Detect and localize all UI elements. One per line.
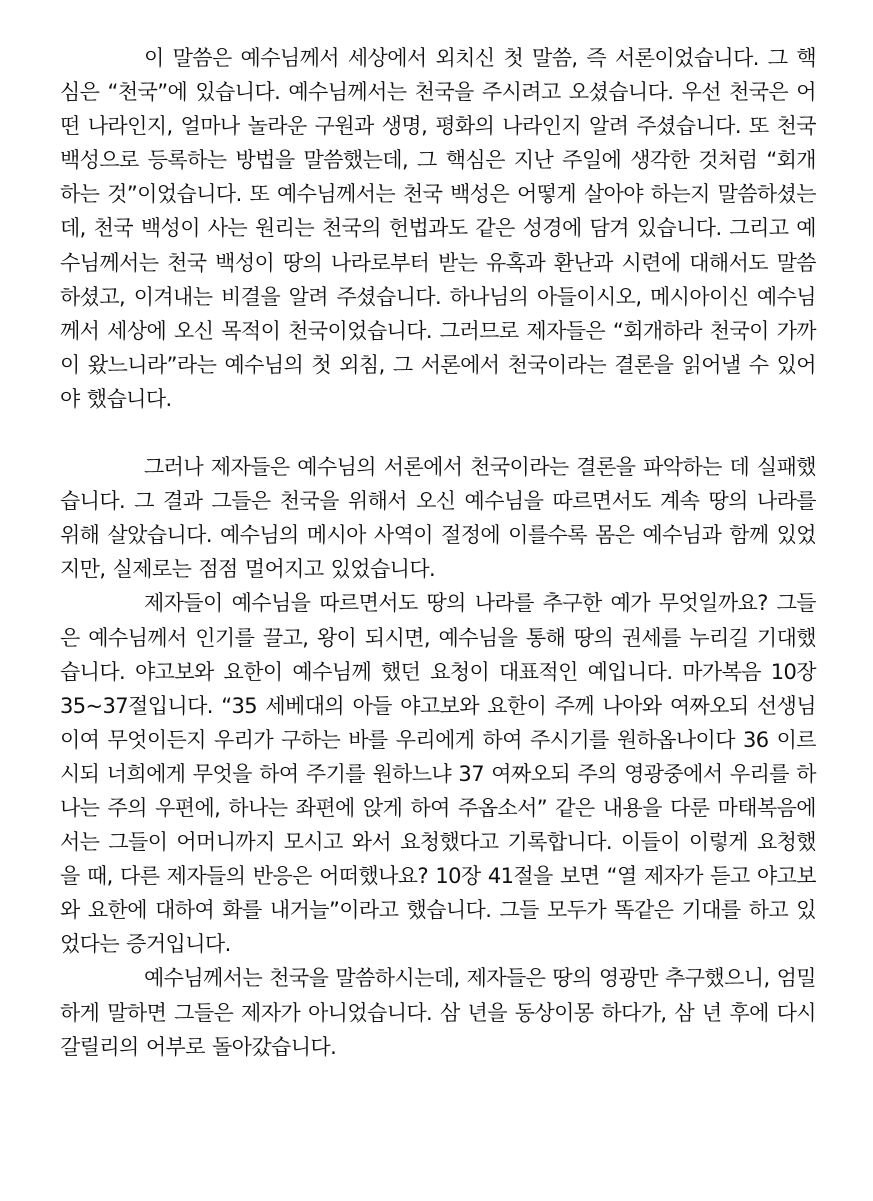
paragraph-gap — [60, 416, 816, 450]
paragraph-2: 그러나 제자들은 예수님의 서론에서 천국이라는 결론을 파악하는 데 실패했습니다. 그 결과 그들은 천국을 위해서 오신 예수님을 따르면서도 계속 땅의 나라를 위해 살았습니다. 예수님의 메시아 사역이 절정에 이를수록 몸은 예수님과 함께 있었지만, 실제로는 점점 멀어지고 있었습니다. — [60, 455, 816, 582]
paragraph-4: 예수님께서는 천국을 말씀하시는데, 제자들은 땅의 영광만 추구했으니, 엄밀하게 말하면 그들은 제자가 아니었습니다. 삼 년을 동상이몽 하다가, 삼 년 후에 다시 갈릴리의 어부로 돌아갔습니다. — [60, 966, 816, 1059]
paragraph-1: 이 말씀은 예수님께서 세상에서 외치신 첫 말씀, 즉 서론이었습니다. 그 핵심은 “천국”에 있습니다. 예수님께서는 천국을 주시려고 오셨습니다. 우선 천국은 어떤 나라인지, 얼마나 놀라운 구원과 생명, 평화의 나라인지 알려 주셨습니다. 또 천국 백성으로 등록하는 방법을 말씀했는데, 그 핵심은 지난 주일에 생각한 것처럼 “회개하는 것”이었습니다. 또 예수님께서는 천국 백성은 어떻게 살아야 하는지 말씀하셨는데, 천국 백성이 사는 원리는 천국의 헌법과도 같은 성경에 담겨 있습니다. 그리고 예수님께서는 천국 백성이 땅의 나라로부터 받는 유혹과 환난과 시련에 대해서도 말씀하셨고, 이겨내는 비결을 알려 주셨습니다. 하나님의 아들이시오, 메시아이신 예수님께서 세상에 오신 목적이 천국이었습니다. 그러므로 제자들은 “회개하라 천국이 가까이 왔느니라”라는 예수님의 첫 외침, 그 서론에서 천국이라는 결론을 읽어낼 수 있어야 했습니다. — [60, 46, 816, 411]
document-body — [60, 41, 816, 1064]
paragraph-3: 제자들이 예수님을 따르면서도 땅의 나라를 추구한 예가 무엇일까요? 그들은 예수님께서 인기를 끌고, 왕이 되시면, 예수님을 통해 땅의 권세를 누리길 기대했습니다. 야고보와 요한이 예수님께 했던 요청이 대표적인 예입니다. 마가복음 10장 35~37절입니다. “35 세베대의 아들 야고보와 요한이 주께 나아와 여짜오되 선생님이여 무엇이든지 우리가 구하는 바를 우리에게 하여 주시기를 원하옵나이다 36 이르시되 너희에게 무엇을 하여 주기를 원하느냐 37 여짜오되 주의 영광중에서 우리를 하나는 주의 우편에, 하나는 좌편에 앉게 하여 주옵소서” 같은 내용을 다룬 마태복음에서는 그들이 어머니까지 모시고 와서 요청했다고 기록합니다. 이들이 이렇게 요청했을 때, 다른 제자들의 반응은 어떠했나요? 10장 41절을 보면 “열 제자가 듣고 야고보와 요한에 대하여 화를 내거늘”이라고 했습니다. 그들 모두가 똑같은 기대를 하고 있었다는 증거입니다. — [60, 591, 816, 957]
